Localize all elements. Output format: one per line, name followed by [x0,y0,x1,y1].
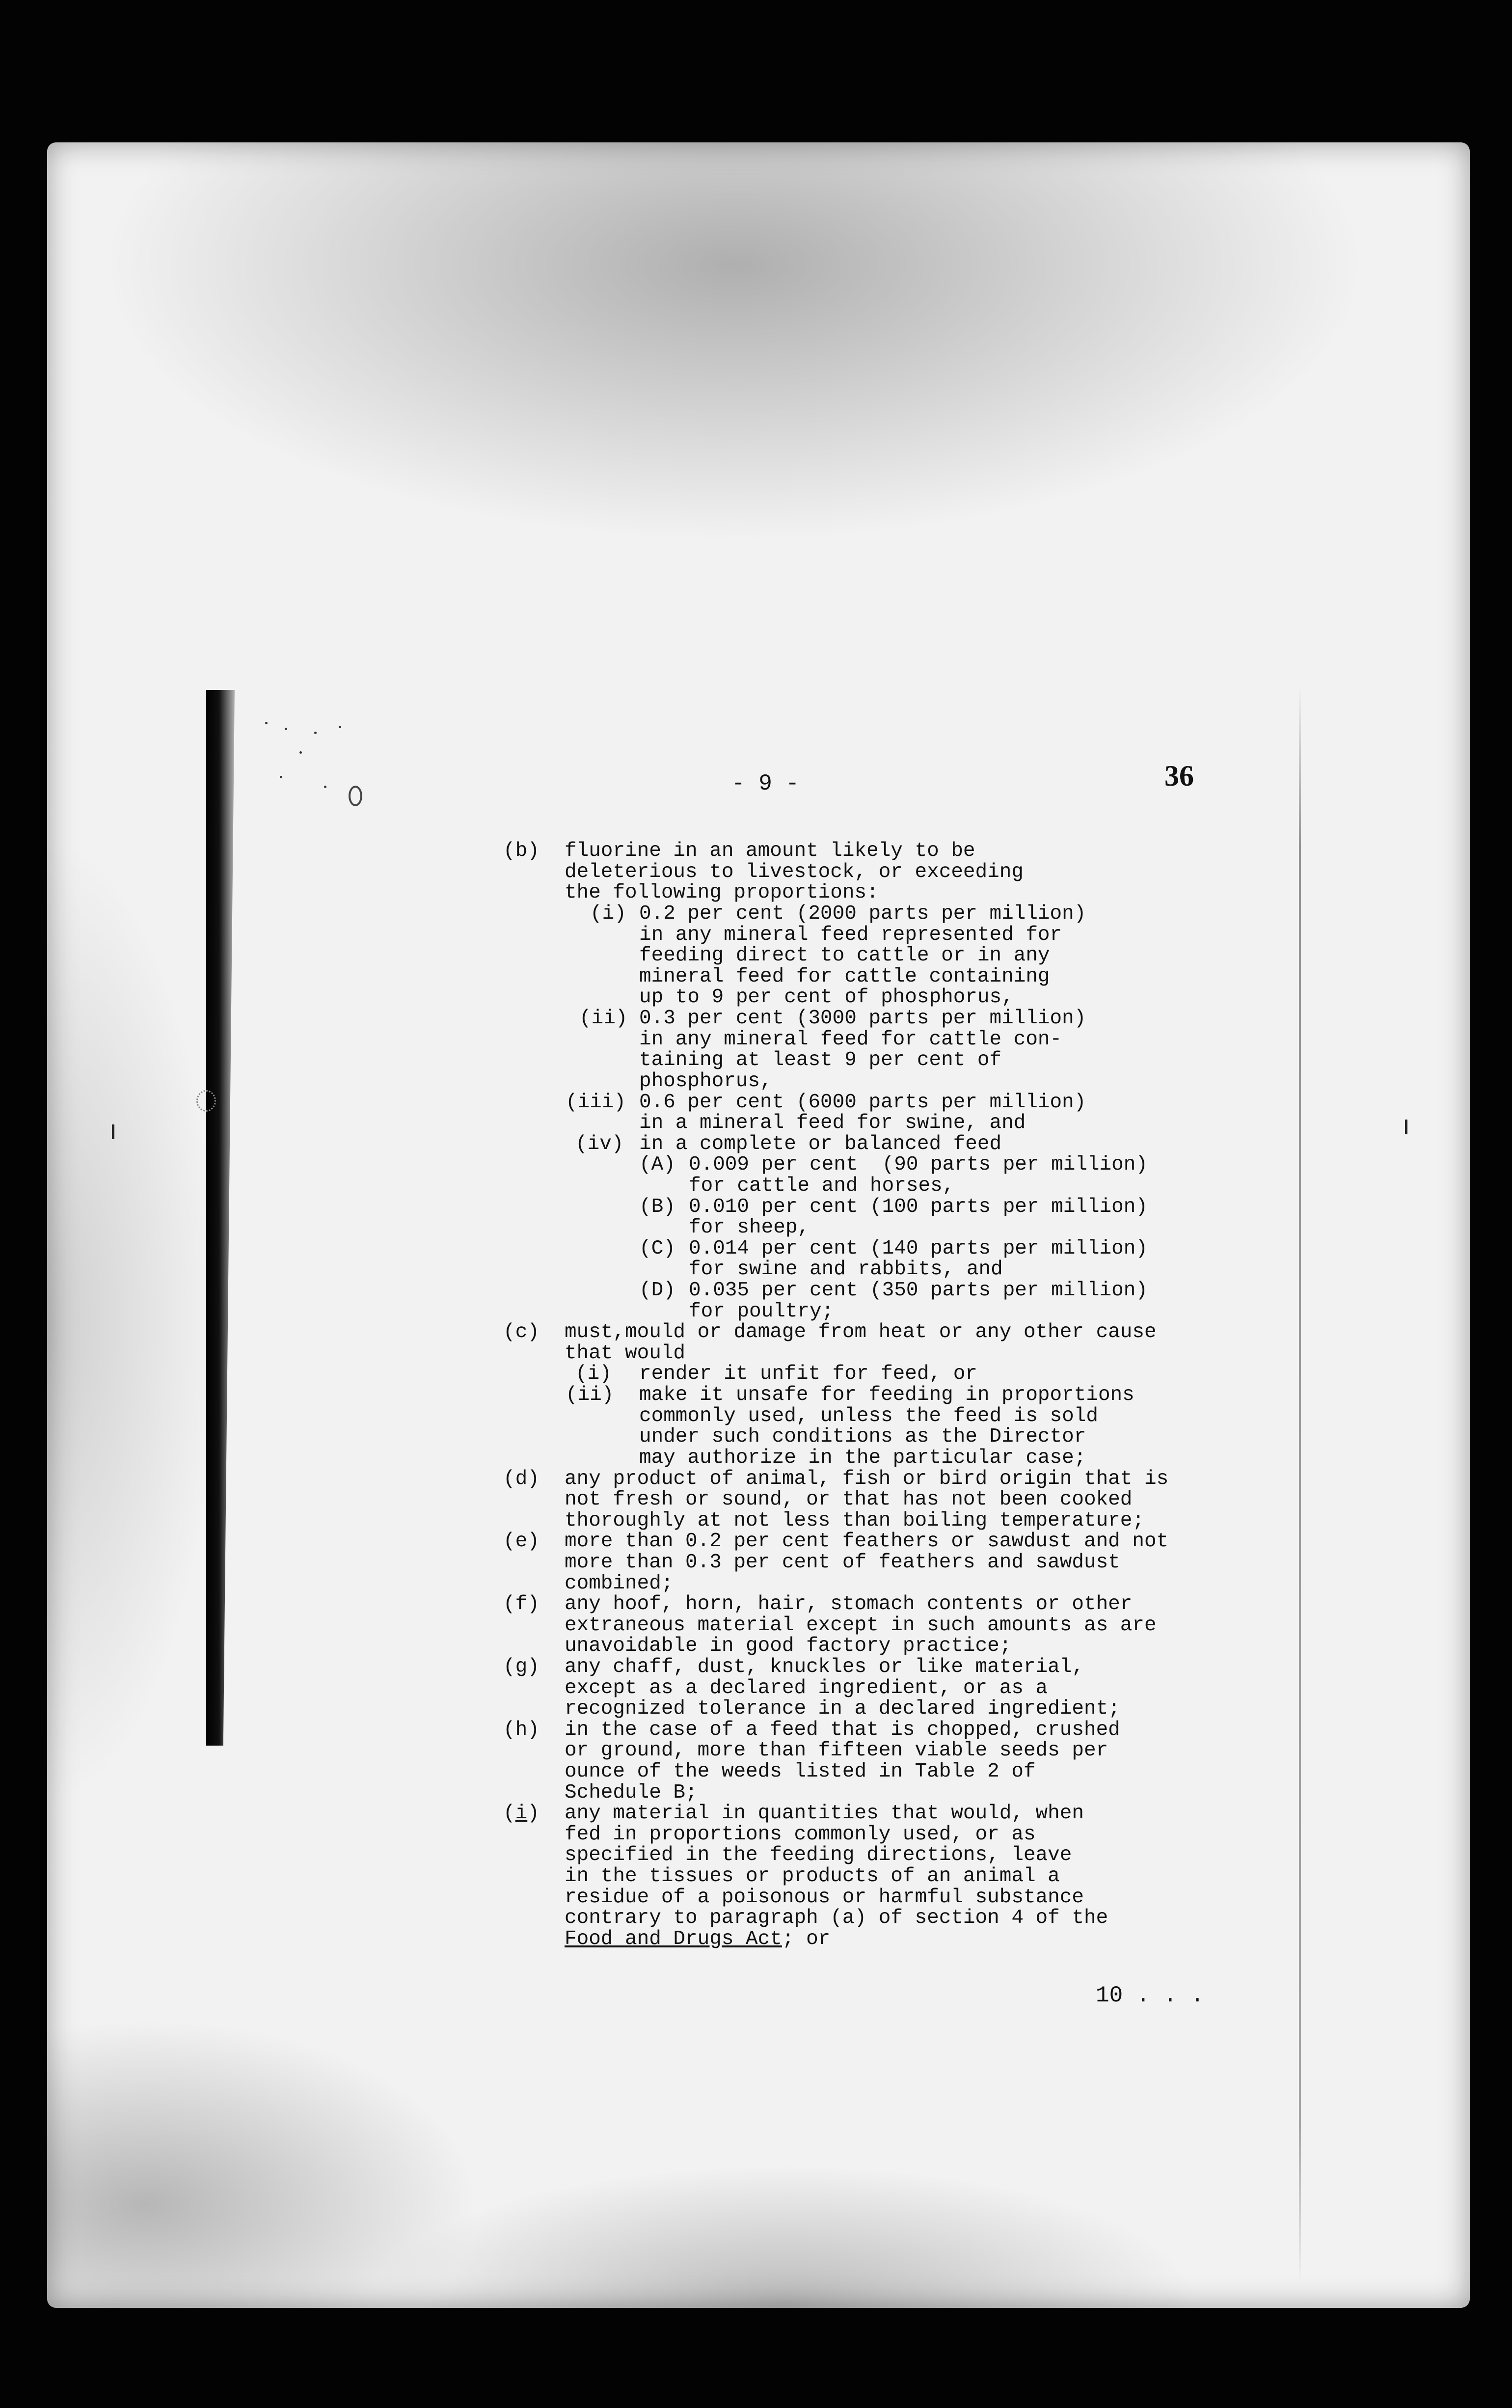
text-line: render it unfit for feed, or [639,1363,977,1385]
text-line: fed in proportions commonly used, or as [565,1823,1036,1846]
text-line: extraneous material except in such amounts as are [565,1614,1157,1637]
text-line: in a mineral feed for swine, and [639,1112,1026,1134]
item-label: (g) [503,1656,540,1678]
text-line: residue of a poisonous or harmful substance [565,1886,1084,1909]
text-line: up to 9 per cent of phosphorus, [639,986,1014,1009]
text-line: fluorine in an amount likely to be [565,840,975,862]
text-line: thoroughly at not less than boiling temperature; [565,1509,1144,1532]
item-label: (h) [503,1719,540,1741]
subitem-label: (C) [639,1237,675,1260]
text-line: may authorize in the particular case; [639,1447,1086,1469]
text-line: any product of animal, fish or bird origin that is [565,1468,1169,1490]
act-reference: Food and Drugs Act [565,1928,782,1950]
subitem-label: (D) [639,1279,675,1302]
speck [265,722,268,724]
text-line: in the tissues or products of an animal a [565,1865,1060,1888]
text-line: ounce of the weeds listed in Table 2 of [565,1760,1036,1783]
text-line: more than 0.2 per cent feathers or sawdust and not [565,1530,1169,1553]
text-line: Food and Drugs Act; or [565,1928,831,1950]
item-label: (c) [503,1321,540,1343]
text-line: mineral feed for cattle containing [639,965,1050,988]
item-label: (e) [503,1530,540,1553]
text-line: for swine and rabbits, and [689,1258,1003,1281]
subitem-label: (iii) [566,1091,626,1114]
text-line: phosphorus, [639,1070,772,1093]
item-label: (i) [503,1802,540,1825]
item-label: (f) [503,1593,540,1615]
text-line: Schedule B; [565,1781,698,1804]
text-line: recognized tolerance in a declared ingredient; [565,1697,1120,1720]
item-label: (d) [503,1468,540,1490]
subitem-label: (ii) [579,1007,628,1030]
text-line: make it unsafe for feeding in proportions [639,1384,1134,1406]
text-line: contrary to paragraph (a) of section 4 of the [565,1907,1108,1929]
speck [299,751,302,754]
text-line: for cattle and horses, [689,1175,955,1197]
text-line: more than 0.3 per cent of feathers and sawdust [565,1551,1120,1574]
text-line: any hoof, horn, hair, stomach contents or other [565,1593,1133,1615]
text-line: commonly used, unless the feed is sold [639,1405,1098,1427]
text-line: the following proportions: [565,881,879,904]
subitem-label: (ii) [566,1384,614,1406]
text-line: except as a declared ingredient, or as a [565,1677,1048,1699]
subitem-label: (iv) [575,1133,624,1155]
continuation-marker: 10 . . . [1096,1983,1204,2008]
text-line: feeding direct to cattle or in any [639,944,1050,967]
text-line: that would [565,1342,686,1365]
text-line: for poultry; [689,1300,834,1323]
speck [324,786,326,788]
text-line: any material in quantities that would, when [565,1802,1084,1825]
text-line: in a complete or balanced feed [639,1133,1002,1155]
text-line: specified in the feeding directions, leave [565,1844,1072,1866]
text-line: any chaff, dust, knuckles or like material, [565,1656,1084,1678]
text-line: 0.009 per cent (90 parts per million) [689,1153,1148,1176]
text-line: 0.035 per cent (350 parts per million) [689,1279,1148,1302]
speck [280,776,282,778]
subitem-label: (i) [575,1363,612,1385]
subitem-label: (i) [590,903,626,925]
text-line: 0.6 per cent (6000 parts per million) [639,1091,1086,1114]
text-line: 0.2 per cent (2000 parts per million) [639,903,1086,925]
text-line: must,mould or damage from heat or any other cause [565,1321,1157,1343]
speck [285,728,287,730]
speck [314,732,317,734]
smudge-mark [196,1090,216,1112]
page-number: - 9 - [731,771,800,796]
folio-number: 36 [1164,760,1194,792]
text-line: not fresh or sound, or that has not been cooked [565,1488,1133,1511]
text-line: in the case of a feed that is chopped, crushed [565,1719,1120,1741]
edge-mark [112,1124,114,1139]
text-line: combined; [565,1572,674,1595]
text-line: for sheep, [689,1216,810,1239]
text-line: deleterious to livestock, or exceeding [565,861,1024,883]
item-label: (b) [503,840,540,862]
edge-mark [1405,1120,1407,1134]
subitem-label: (A) [639,1153,675,1176]
subitem-label: (B) [639,1196,675,1218]
text-line: or ground, more than fifteen viable seeds per [565,1739,1108,1762]
punch-hole-mark [349,786,362,806]
sheet-edge [1299,687,1301,2283]
text-line: unavoidable in good factory practice; [565,1635,1012,1657]
text-line: 0.010 per cent (100 parts per million) [689,1196,1148,1218]
text-line: 0.014 per cent (140 parts per million) [689,1237,1148,1260]
speck [339,726,341,728]
text-line: taining at least 9 per cent of [639,1049,1002,1071]
text-line: 0.3 per cent (3000 parts per million) [639,1007,1086,1030]
text-line: in any mineral feed for cattle con- [639,1028,1062,1051]
text-line: in any mineral feed represented for [639,924,1062,946]
text-line: under such conditions as the Director [639,1425,1086,1448]
